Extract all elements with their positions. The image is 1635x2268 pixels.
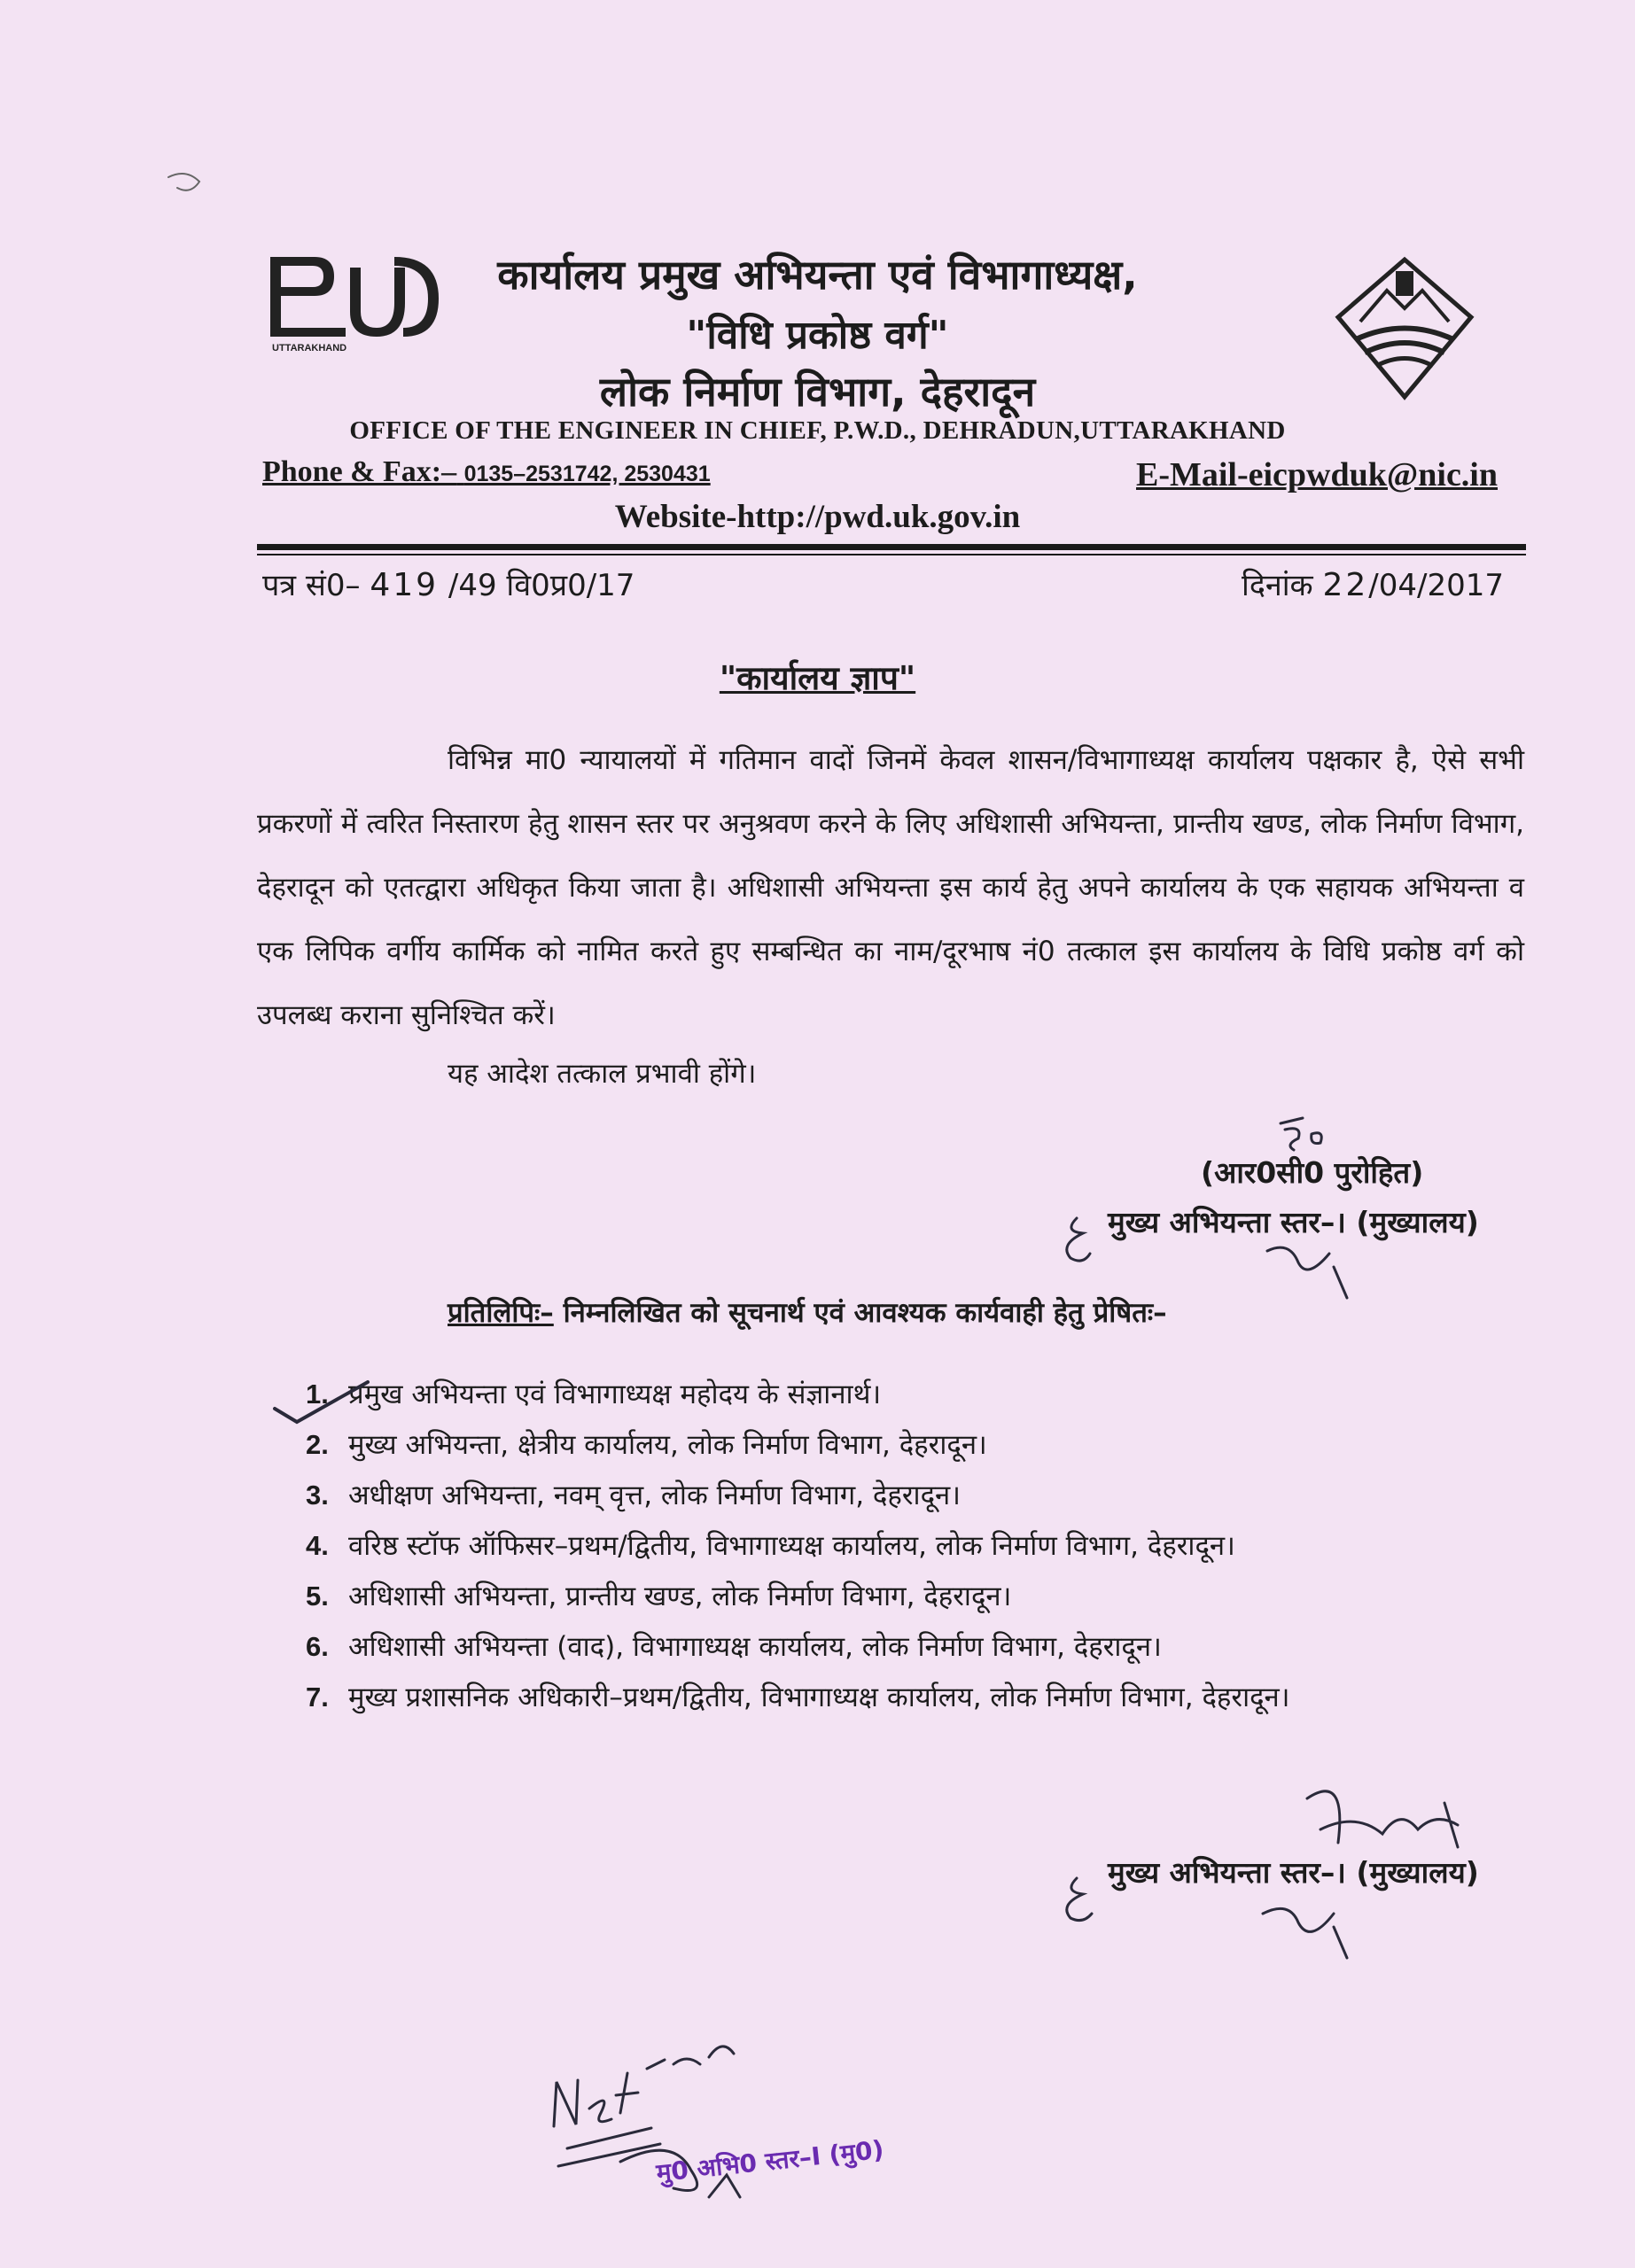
svg-text:UTTARAKHAND: UTTARAKHAND	[272, 343, 347, 353]
reference-prefix: पत्र सं0–	[262, 568, 361, 603]
memo-title-text: "कार्यालय ज्ञाप"	[719, 659, 916, 697]
copy-label: प्रतिलिपिः–	[448, 1297, 554, 1329]
list-item: 3. अधीक्षण अभियन्ता, नवम् वृत्त, लोक निर्माण विभाग, देहरादून।	[306, 1480, 961, 1511]
reference-number-handwritten: 419	[370, 567, 440, 603]
phone-label: Phone & Fax:–	[262, 455, 457, 488]
signatory-designation: मुख्य अभियन्ता स्तर–। (मुख्यालय)	[1108, 1205, 1479, 1239]
letter-reference	[262, 563, 635, 604]
memo-body: विभिन्न मा0 न्यायालयों में गतिमान वादों जिनमें केवल शासन/विभागाध्यक्ष कार्यालय पक्षकार है, ऐसे सभी प्रकरणों में त्वरित निस्तारण हेतु शासन स्तर पर अनुश्रवण करने के लिए अधिशासी अभियन्ता, प्रान्तीय खण्ड, लोक निर्माण विभाग, देहरादून को एतत्द्वारा अधिकृत किया जाता है। अधिशासी अभियन्ता इस कार्य हेतु अपने कार्यालय के एक सहायक अभियन्ता व एक लिपिक वर्गीय कार्मिक को नामित करते हुए सम्बन्धित का नाम/दूरभाष नं0 तत्काल इस कार्यालय के विधि प्रकोष्ठ वर्ग को उपलब्ध कराना सुनिश्चित करें।	[257, 744, 1524, 1031]
second-signatory-designation: मुख्य अभियन्ता स्तर–। (मुख्यालय)	[1108, 1855, 1479, 1890]
memo-title	[0, 654, 1635, 699]
department-stamp: मु0 अभि0 स्तर–I (मु0)	[655, 2134, 885, 2188]
list-item: 7. मुख्य प्रशासनिक अधिकारी–प्रथम/द्वितीय, विभागाध्यक्ष कार्यालय, लोक निर्माण विभाग, देहरादून।	[306, 1682, 1290, 1713]
list-item: 5. अधिशासी अभियन्ता, प्रान्तीय खण्ड, लोक निर्माण विभाग, देहरादून।	[306, 1581, 1012, 1612]
signatory-name: (आर0सी0 पुरोहित)	[1201, 1155, 1424, 1190]
list-item: 1. प्रमुख अभियन्ता एवं विभागाध्यक्ष महोदय के संज्ञानार्थ।	[306, 1379, 882, 1410]
list-item: 2. मुख्य अभियन्ता, क्षेत्रीय कार्यालय, लोक निर्माण विभाग, देहरादून।	[306, 1429, 987, 1461]
date-label: दिनांक	[1242, 568, 1313, 603]
copy-recipient-list	[306, 1369, 1290, 1722]
website-address: Website-http://pwd.uk.gov.in	[614, 499, 1021, 535]
date-day-handwritten: 22	[1322, 567, 1369, 603]
header-rule-thick	[257, 544, 1526, 550]
copy-to-heading	[448, 1293, 1167, 1331]
phone-fax	[262, 455, 711, 489]
phone-numbers: 0135–2531742, 2530431	[463, 462, 711, 486]
copy-text: निम्नलिखित को सूचनार्थ एवं आवश्यक कार्यवाही हेतु प्रेषितः–	[553, 1297, 1167, 1329]
list-item: 4. वरिष्ठ स्टॉफ ऑफिसर–प्रथम/द्वितीय, विभागाध्यक्ष कार्यालय, लोक निर्माण विभाग, देहरादून।	[306, 1530, 1235, 1562]
office-title-english: OFFICE OF THE ENGINEER IN CHIEF, P.W.D., DEHRADUN,UTTARAKHAND	[349, 416, 1286, 445]
email-address: E-Mail-eicpwduk@nic.in	[1136, 456, 1498, 493]
office-title-hindi: कार्यालय प्रमुख अभियन्ता एवं विभागाध्यक्ष,	[497, 251, 1138, 299]
reference-suffix: /49 वि0प्र0/17	[448, 568, 635, 603]
department-title-hindi: लोक निर्माण विभाग, देहरादून	[599, 368, 1036, 416]
header-rule-thin	[257, 554, 1526, 555]
date-rest: /04/2017	[1368, 568, 1504, 603]
list-item: 6. अधिशासी अभियन्ता (वाद), विभागाध्यक्ष कार्यालय, लोक निर्माण विभाग, देहरादून।	[306, 1631, 1162, 1663]
letter-date	[1242, 563, 1504, 604]
order-line: यह आदेश तत्काल प्रभावी होंगे।	[448, 1058, 757, 1090]
legal-cell-title: "विधि प्रकोष्ठ वर्ग"	[686, 313, 949, 358]
